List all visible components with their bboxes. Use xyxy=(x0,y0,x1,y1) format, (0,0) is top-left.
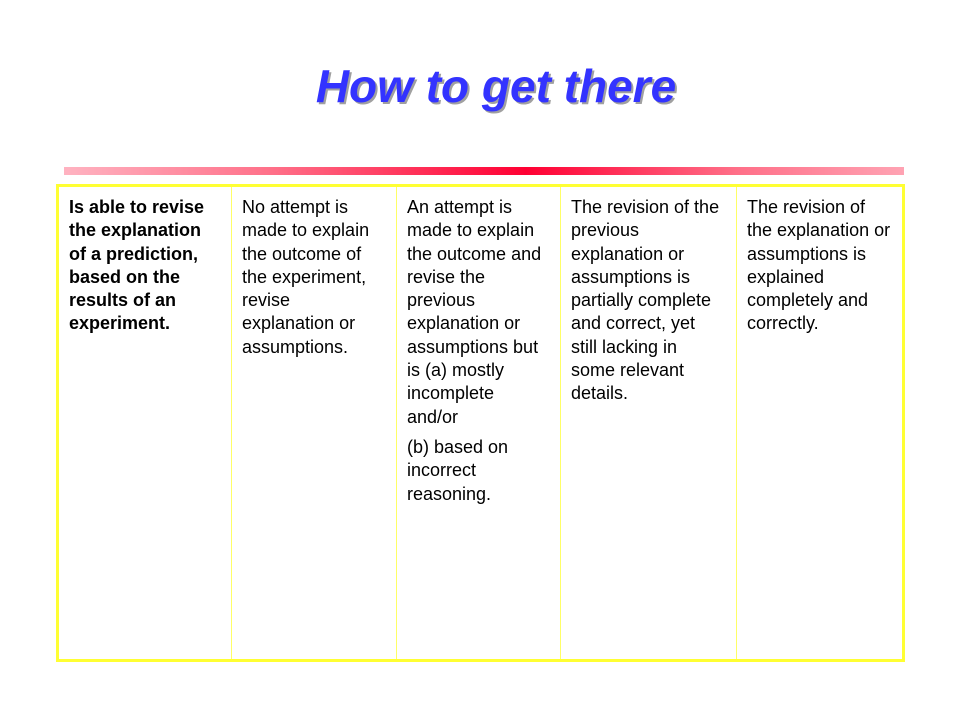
title-divider xyxy=(64,167,904,175)
level-4-cell xyxy=(737,186,904,661)
level-2-text: An attempt is made to explain the outcome and revise the previous explanation or assumptions but is (a) mostly incomplete and/or xyxy=(407,197,542,427)
rubric-row xyxy=(58,186,904,661)
level-3-text: The revision of the previous explanation or assumptions is partially complete and correct, yet still lacking in some relevant details. xyxy=(571,197,720,404)
criterion-cell xyxy=(58,186,232,661)
level-1-text: No attempt is made to explain the outcome of the experiment, revise explanation or assumptions. xyxy=(242,197,370,357)
rubric-table xyxy=(56,184,905,662)
level-2-cell xyxy=(397,186,561,661)
level-1-cell xyxy=(232,186,397,661)
level-4-text: The revision of the explanation or assumptions is explained completely and correctly. xyxy=(747,197,891,334)
slide-title: How to get there xyxy=(315,60,677,112)
criterion-text: Is able to revise the explanation of a prediction, based on the results of an experiment. xyxy=(69,197,205,334)
level-2-continuation-text: (b) based on incorrect reasoning. xyxy=(407,436,509,504)
level-3-cell xyxy=(561,186,737,661)
